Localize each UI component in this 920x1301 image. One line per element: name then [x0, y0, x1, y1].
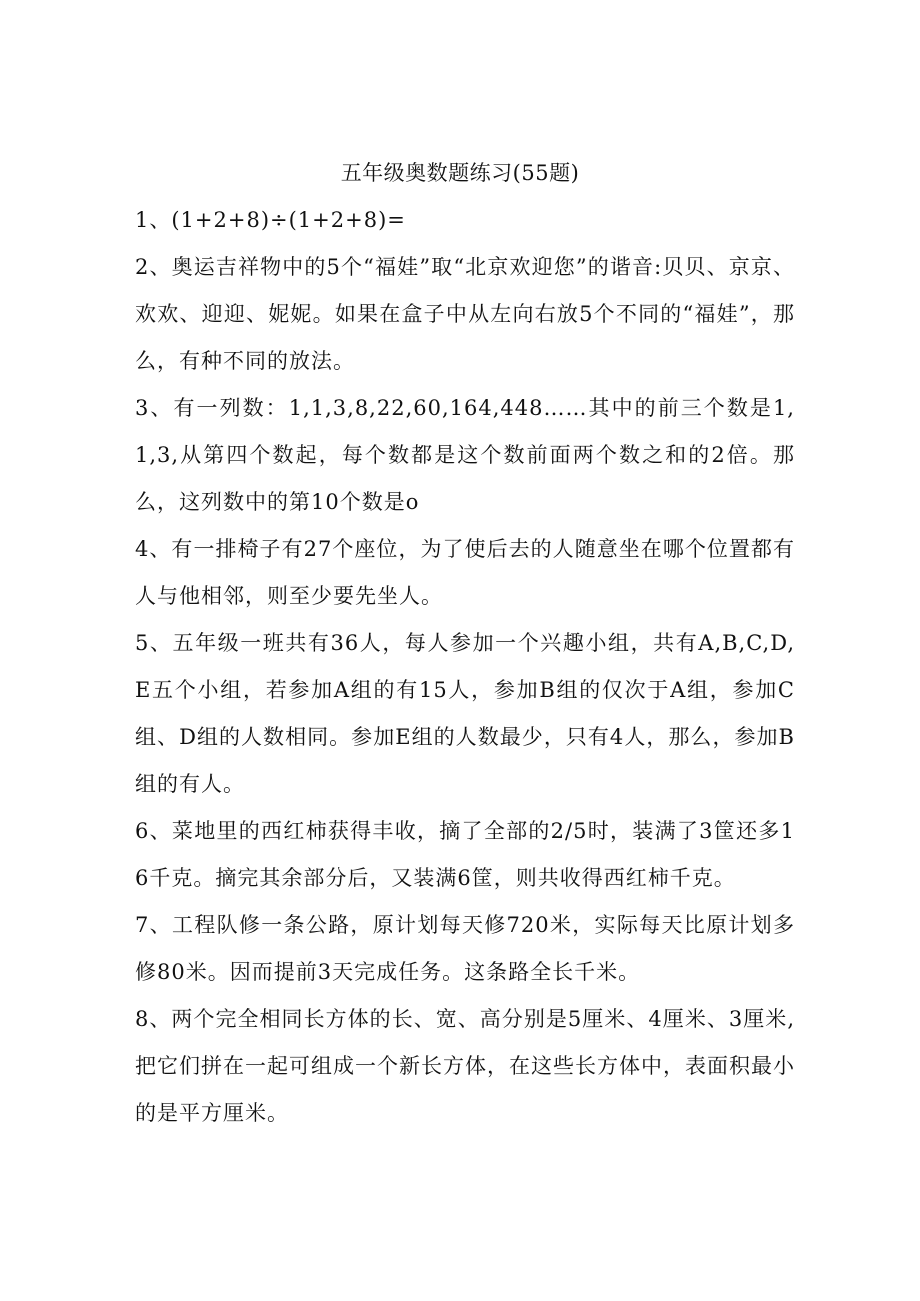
question-2: 2、奥运吉祥物中的5个“福娃”取“北京欢迎您”的谐音:贝贝、京京、欢欢、迎迎、妮妮。如果在盒子中从左向右放5个不同的“福娃”，那么，有种不同的放法。	[135, 255, 795, 373]
question-1: 1、(1+2+8)÷(1+2+8)=	[135, 208, 406, 232]
question-3: 3、有一列数：1,1,3,8,22,60,164,448……其中的前三个数是1,1,3,从第四个数起，每个数都是这个数前面两个数之和的2倍。那么，这列数中的第10个数是o	[135, 396, 795, 514]
question-4: 4、有一排椅子有27个座位，为了使后去的人随意坐在哪个位置都有人与他相邻，则至少要先坐人。	[135, 537, 795, 608]
page-title: 五年级奥数题练习(55题)	[340, 161, 580, 185]
question-7: 7、工程队修一条公路，原计划每天修720米，实际每天比原计划多修80米。因而提前3天完成任务。这条路全长千米。	[135, 913, 795, 984]
question-8: 8、两个完全相同长方体的长、宽、高分别是5厘米、4厘米、3厘米,把它们拼在一起可组成一个新长方体，在这些长方体中，表面积最小的是平方厘米。	[135, 1007, 795, 1125]
question-5: 5、五年级一班共有36人，每人参加一个兴趣小组，共有A,B,C,D,E五个小组，若参加A组的有15人，参加B组的仅次于A组，参加C组、D组的人数相同。参加E组的人数最少，只有4人，那么，参加B组的有人。	[135, 631, 795, 796]
question-list	[135, 197, 795, 1137]
question-6: 6、菜地里的西红柿获得丰收，摘了全部的2/5时，装满了3筐还多16千克。摘完其余部分后，又装满6筐，则共收得西红柿千克。	[135, 819, 795, 890]
